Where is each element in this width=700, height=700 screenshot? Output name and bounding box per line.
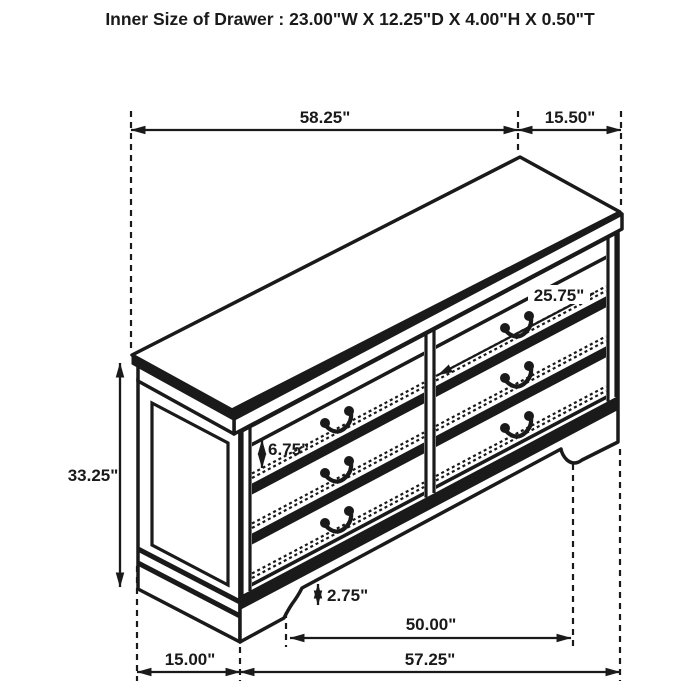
dim-top-width <box>131 108 518 130</box>
dim-leg-span <box>290 615 571 638</box>
dim-top-depth <box>518 108 621 130</box>
dim-base-width <box>240 650 620 672</box>
dim-height-label: 33.25" <box>67 466 119 485</box>
dim-base-depth <box>137 650 240 672</box>
dim-foot-height-label: 2.75" <box>327 586 369 605</box>
dim-leg-span-label: 50.00" <box>405 615 457 634</box>
dim-drawer-front-height-label: 6.75" <box>268 440 310 459</box>
dim-top-width-label: 58.25" <box>299 108 351 127</box>
dim-foot-height <box>318 584 368 605</box>
diagram-title: Inner Size of Drawer : 23.00"W X 12.25"D X 4.00"H X 0.50"T <box>105 9 595 29</box>
dim-base-width-label: 57.25" <box>404 650 456 669</box>
dim-drawer-width-label: 25.75" <box>533 286 585 305</box>
dim-top-depth-label: 15.50" <box>544 108 596 127</box>
dresser-drawing <box>132 157 622 642</box>
dim-base-depth-label: 15.00" <box>164 650 216 669</box>
dim-height <box>68 363 120 587</box>
